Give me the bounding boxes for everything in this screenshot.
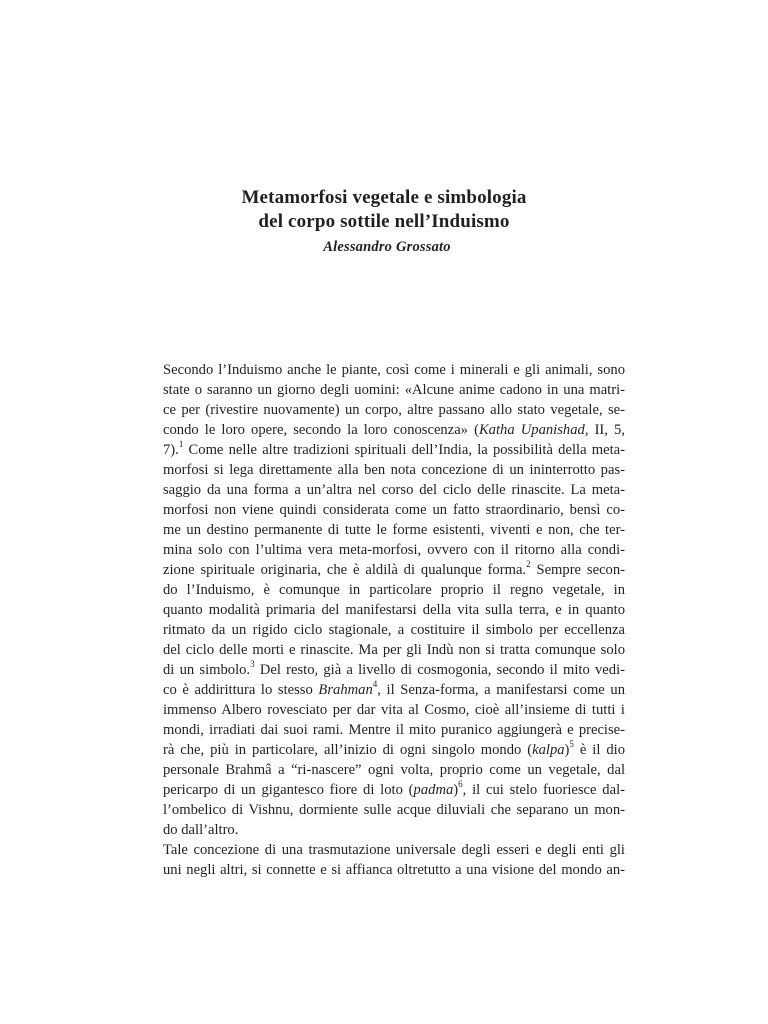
footnote-ref[interactable]: 1 (178, 439, 184, 450)
body-paragraphs (163, 360, 625, 880)
italic-term: Brahman (318, 682, 373, 698)
text-line (163, 580, 625, 600)
text-run: do l’Induismo, è comunque in particolare proprio il regno vegetale, in (163, 582, 625, 598)
text-line (163, 640, 625, 660)
text-line (163, 540, 625, 560)
text-run: , II, 5, (584, 422, 626, 438)
text-line (163, 860, 625, 880)
text-line (163, 400, 625, 420)
footnote-ref[interactable]: 6 (458, 779, 463, 790)
footnote-ref[interactable]: 5 (569, 739, 574, 750)
text-run: quanto modalità primaria del manifestarsi della vita sulla terra, e in quanto (163, 602, 625, 618)
italic-term: kalpa (532, 742, 565, 758)
footnote-ref[interactable]: 2 (526, 559, 531, 570)
text-line (163, 600, 625, 620)
text-line (163, 460, 625, 480)
text-line (163, 660, 625, 680)
text-run: Del resto, già a livello di cosmogonia, secondo il mito vedi- (254, 662, 625, 678)
text-run: me un destino permanente di tutte le forme esistenti, viventi e non, che ter- (163, 522, 625, 538)
text-run: mondi, irradiati dai suoi rami. Mentre il mito puranico aggiungerà e precise- (163, 722, 625, 738)
text-run: di un simbolo. (163, 662, 251, 678)
text-run: Sempre secon- (530, 562, 625, 578)
text-line (163, 380, 625, 400)
text-line (163, 560, 625, 580)
text-line (163, 420, 625, 440)
text-run: personale Brahmâ a “ri-nascere” ogni volta, proprio come un vegetale, dal (163, 762, 625, 778)
text-run: del ciclo delle morti e rinascite. Ma per gli Indù non si tratta comunque solo (163, 642, 625, 658)
text-run: , il Senza-forma, a manifestarsi come un (377, 682, 625, 698)
text-line (163, 520, 625, 540)
text-line (163, 740, 625, 760)
text-line (163, 720, 625, 740)
text-line (163, 760, 625, 780)
text-run: morfosi si lega direttamente alla ben nota concezione di un ininterrotto pas- (163, 462, 625, 478)
text-line (163, 480, 625, 500)
text-run: ) (453, 782, 459, 798)
text-run: è il dio (573, 742, 626, 758)
text-run: co è addirittura lo stesso (163, 682, 319, 698)
article-title-line-1: Metamorfosi vegetale e simbologia (241, 187, 527, 208)
text-line (163, 360, 625, 380)
text-run: Tale concezione di una trasmutazione universale degli esseri e degli enti gli (163, 842, 625, 858)
text-line (163, 840, 625, 860)
footnote-ref[interactable]: 3 (250, 659, 255, 670)
text-run: ritmato da un rigido ciclo stagionale, a costituire il simbolo per eccellenza (163, 622, 625, 638)
text-line (163, 620, 625, 640)
text-run: morfosi non viene quindi considerata come un fatto straordinario, bensì co- (163, 502, 625, 518)
text-run: condo le loro opere, secondo la loro conoscenza» ( (163, 422, 479, 438)
text-run: l’ombelico di Vishnu, dormiente sulle acque diluviali che separano un mon- (163, 802, 625, 818)
text-run: saggio da una forma a un’altra nel corso del ciclo delle rinascite. La meta- (163, 482, 625, 498)
text-run: Secondo l’Induismo anche le piante, così come i minerali e gli animali, sono (163, 362, 625, 378)
text-run: pericarpo di un gigantesco fiore di loto ( (163, 782, 414, 798)
text-run: rà che, più in particolare, all’inizio di ogni singolo mondo ( (163, 742, 533, 758)
text-run: uni negli altri, si connette e si affianca oltretutto a una visione del mondo an- (163, 862, 625, 878)
text-line (163, 700, 625, 720)
italic-term: Katha Upanishad (478, 422, 585, 438)
text-run: mina solo con l’ultima vera meta-morfosi, ovvero con il ritorno alla condi- (163, 542, 625, 558)
italic-term: padma (413, 782, 454, 798)
footnote-ref[interactable]: 4 (372, 679, 378, 690)
text-line (163, 500, 625, 520)
article-title-line-2: del corpo sottile nell’Induismo (258, 211, 510, 232)
text-run: state o saranno un giorno degli uomini: «Alcune anime cadono in una matri- (163, 382, 625, 398)
article-author: Alessandro Grossato (323, 239, 451, 255)
text-run: , il cui stelo fuoriesce dal- (462, 782, 625, 798)
text-run: do dall’altro. (163, 822, 239, 838)
text-line (163, 820, 625, 840)
text-run: ) (564, 742, 570, 758)
text-run: 7). (163, 442, 179, 458)
text-line (163, 440, 625, 460)
text-run: Come nelle altre tradizioni spirituali dell’India, la possibilità della meta- (183, 442, 625, 458)
text-line (163, 780, 625, 800)
text-run: immenso Albero rovesciato per dar vita al Cosmo, cioè all’insieme di tutti i (163, 702, 625, 718)
text-run: zione spirituale originaria, che è aldilà di qualunque forma. (163, 562, 527, 578)
text-run: ce per (rivestire nuovamente) un corpo, altre passano allo stato vegetale, se- (163, 402, 625, 418)
article-header (0, 186, 768, 257)
text-line (163, 800, 625, 820)
text-line (163, 680, 625, 700)
